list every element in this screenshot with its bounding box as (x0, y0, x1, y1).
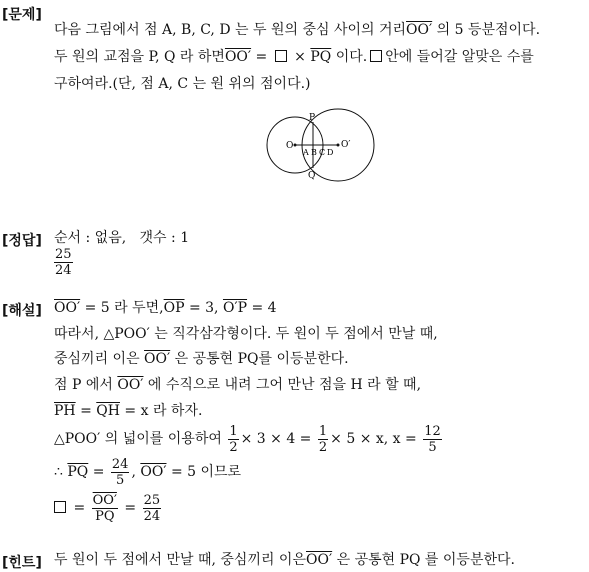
segment-ph: $\overline{PH}$ (54, 403, 76, 419)
numerator: 12 (424, 423, 441, 439)
equals-sign: = (251, 49, 272, 65)
solution-text: △POO′ 의 넓이를 이용하여 (54, 431, 227, 447)
center-o-prime-dot (337, 144, 340, 147)
solution-text: = 5 라 두면, (80, 300, 164, 316)
equals-sign: = (69, 500, 90, 516)
segment-oo: OO′ (224, 49, 252, 65)
solution-text: = x 라 하자. (119, 403, 203, 419)
segment-oo: OO′ (140, 464, 167, 480)
solution-text: , (131, 464, 141, 480)
solution-tag: [해설] (2, 303, 42, 319)
solution-text: = 3, (184, 300, 223, 316)
solution-text: × 3 × 4 = (240, 431, 316, 447)
therefore-sign: ∴ (54, 464, 68, 480)
segment-o-prime-p: O′P (222, 300, 248, 316)
solution-line-4 (54, 377, 421, 393)
label-d: D (327, 148, 334, 157)
times-sign: × (289, 49, 311, 65)
segment-pq: $\overline{PQ}$ (67, 464, 89, 480)
problem-tag: [문제] (2, 7, 42, 23)
denominator: 2 (318, 439, 328, 455)
denominator: 5 (428, 439, 437, 455)
denominator: 24 (143, 508, 161, 524)
segment-op: $\overline{OP}$ (163, 300, 185, 316)
blank-box (275, 50, 287, 62)
fraction-oo-over-pq (92, 494, 118, 523)
answer-value (54, 248, 73, 277)
solution-text: 점 P 에서 (54, 377, 118, 393)
hint-text: 은 공통현 PQ 를 이등분한다. (332, 552, 515, 568)
equals-sign: = (88, 464, 109, 480)
solution-text: × 5 × x, x = (330, 431, 422, 447)
label-a: A (303, 148, 309, 157)
hint-tag: [힌트] (2, 555, 42, 571)
answer-count: 갯수 : 1 (139, 230, 190, 246)
answer-order: 순서 : 없음, (54, 230, 127, 246)
segment-oo: OO′ (117, 377, 144, 393)
problem-text: 안에 들어갈 알맞은 수를 (385, 49, 534, 65)
solution-text: 은 공통현 PQ를 이등분한다. (170, 351, 349, 367)
solution-line-1 (54, 300, 277, 316)
denominator: PQ (95, 508, 115, 524)
problem-text: 다음 그림에서 점 A, B, C, D 는 두 원의 중심 사이의 거리 (54, 22, 407, 38)
fraction-half (228, 425, 238, 454)
answer-meta (54, 230, 189, 246)
denominator: 2 (229, 439, 238, 455)
denominator: 5 (116, 472, 125, 488)
label-c: C (319, 148, 326, 157)
label-p: P (309, 113, 316, 123)
label-o-prime: O′ (341, 140, 351, 150)
answer-tag: [정답] (2, 233, 42, 249)
segment-oo: OO′ (54, 300, 81, 316)
problem-text: 이다. (331, 49, 368, 65)
fraction-pq-value (111, 458, 130, 487)
numerator: 24 (111, 456, 129, 472)
fraction-result (143, 494, 162, 523)
numerator: 1 (229, 423, 238, 439)
label-b: B (311, 148, 317, 157)
label-q: Q (308, 171, 316, 181)
problem-line-3: 구하여라.(단, 점 A, C 는 원 위의 점이다.) (54, 76, 311, 92)
answer-fraction (54, 248, 73, 277)
solution-text: = 5 이므로 (166, 464, 242, 480)
problem-line-1 (54, 22, 540, 38)
solution-text: = 4 (247, 300, 277, 316)
fraction-half (318, 425, 328, 454)
answer-numerator: 25 (55, 247, 72, 262)
solution-line-3 (54, 351, 349, 367)
blank-box (54, 501, 66, 513)
two-circles-figure (262, 104, 380, 186)
segment-qh: $\overline{QH}$ (96, 403, 120, 419)
segment-pq: $\overline{PQ}$ (310, 49, 332, 65)
label-o: O (286, 141, 294, 151)
problem-text: 두 원의 교점을 P, Q 라 하면 (54, 49, 225, 65)
problem-line-2 (54, 49, 534, 65)
solution-line-6 (54, 422, 444, 456)
center-o-dot (294, 144, 297, 147)
answer-denominator: 24 (55, 263, 72, 278)
segment-oo: OO′ (144, 351, 171, 367)
numerator: 1 (318, 423, 328, 439)
blank-box (370, 50, 382, 62)
segment-oo: OO′ (406, 22, 433, 38)
numerator: OO′ (92, 492, 117, 508)
equals-sign: = (119, 500, 141, 516)
solution-text: 에 수직으로 내려 그어 만난 점을 H 라 할 때, (143, 377, 422, 393)
fraction-x-value (423, 425, 442, 454)
problem-text: 의 5 등분점이다. (432, 22, 541, 38)
equals-sign: = (75, 403, 97, 419)
solution-line-2: 따라서, △POO′ 는 직각삼각형이다. 두 원이 두 점에서 만날 때, (54, 326, 438, 342)
segment-oo: OO′ (306, 552, 333, 568)
solution-text: 중심끼리 이은 (54, 351, 145, 367)
numerator: 25 (143, 492, 161, 508)
solution-line-7 (54, 455, 241, 489)
solution-line-5 (54, 403, 202, 419)
hint-text: 두 원이 두 점에서 만날 때, 중심끼리 이은 (54, 552, 306, 568)
solution-line-8 (54, 489, 163, 527)
hint-line (54, 552, 515, 568)
